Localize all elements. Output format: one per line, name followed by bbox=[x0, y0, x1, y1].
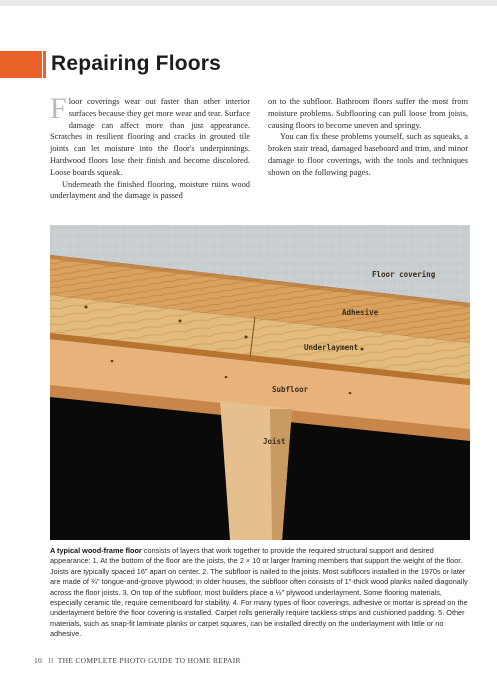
body-column-2 bbox=[268, 96, 468, 179]
intro-paragraph bbox=[50, 92, 250, 179]
caption-text: consists of layers that work together to provide the required structural support and desired appearance: 1. At the bottom of the floor are the joists, the 2 × 10 or larger framing members that support the weight of the floor. Joists are typically spaced 16" apart on center. 2. The subfloor is nailed to the joists. Most subfloors installed in the 1970s or later are made of ¾" tongue-and-groove plywood; in older houses, the subfloor often consists of 1"-thick wood planks nailed diagonally across the floor joists. 3. On top of the subfloor, most builders place a ½" plywood underlayment. Some flooring materials, especially ceramic tile, require cementboard for stability. 4. For many types of floor coverings, adhesive or mortar is spread on the underlayment before the floor covering is installed. Carpet rolls generally require tackless strips and cushioned padding. 5. Other materials, such as snap-fit laminate planks or carpet squares, can be installed directly on the underlayment with little or no adhesive. bbox=[50, 546, 468, 639]
footer-separator: II bbox=[48, 656, 54, 665]
book-title: THE COMPLETE PHOTO GUIDE TO HOME REPAIR bbox=[57, 656, 241, 665]
title-accent-bar bbox=[0, 51, 42, 78]
label-underlayment: Underlayment bbox=[304, 343, 359, 352]
floor-layers-illustration bbox=[50, 225, 470, 540]
label-adhesive: Adhesive bbox=[342, 308, 379, 317]
paragraph-4: You can fix these problems yourself, such as squeaks, a broken stair tread, damaged baseboard and trim, and minor damage to floor coverings, with the tools and techniques shown on the following pages. bbox=[268, 132, 468, 177]
label-subfloor: Subfloor bbox=[272, 385, 309, 394]
paragraph-2: Underneath the finished flooring, moisture ruins wood underlayment and the damage is passed bbox=[50, 179, 250, 201]
drop-cap: F bbox=[50, 92, 67, 125]
title-accent-rule bbox=[43, 51, 46, 78]
paragraph-3: on to the subfloor. Bathroom floors suffer the most from moisture problems. Subflooring can pull loose from joists, causing floors to become uneven and springy. bbox=[268, 97, 468, 130]
page-footer bbox=[34, 656, 241, 665]
floor-layers-photo bbox=[50, 225, 470, 540]
label-floor-covering: Floor covering bbox=[372, 270, 436, 279]
photo-caption bbox=[50, 546, 470, 640]
page-title: Repairing Floors bbox=[51, 52, 222, 75]
page-number: 10 bbox=[34, 656, 43, 665]
caption-lead: A typical wood-frame floor bbox=[50, 546, 142, 555]
intro-text: loor coverings wear out faster than other interior surfaces because they get more wear and tear. Surface damage can affect more than just appearance. Scratches in resilient flooring and cracks in grouted tile joints can let moisture into the floor's underpinnings. Hardwood floors lose their finish and become discolored. Loose boards squeak. bbox=[50, 97, 250, 177]
body-column-1 bbox=[50, 92, 250, 202]
label-joist: Joist bbox=[263, 437, 286, 446]
